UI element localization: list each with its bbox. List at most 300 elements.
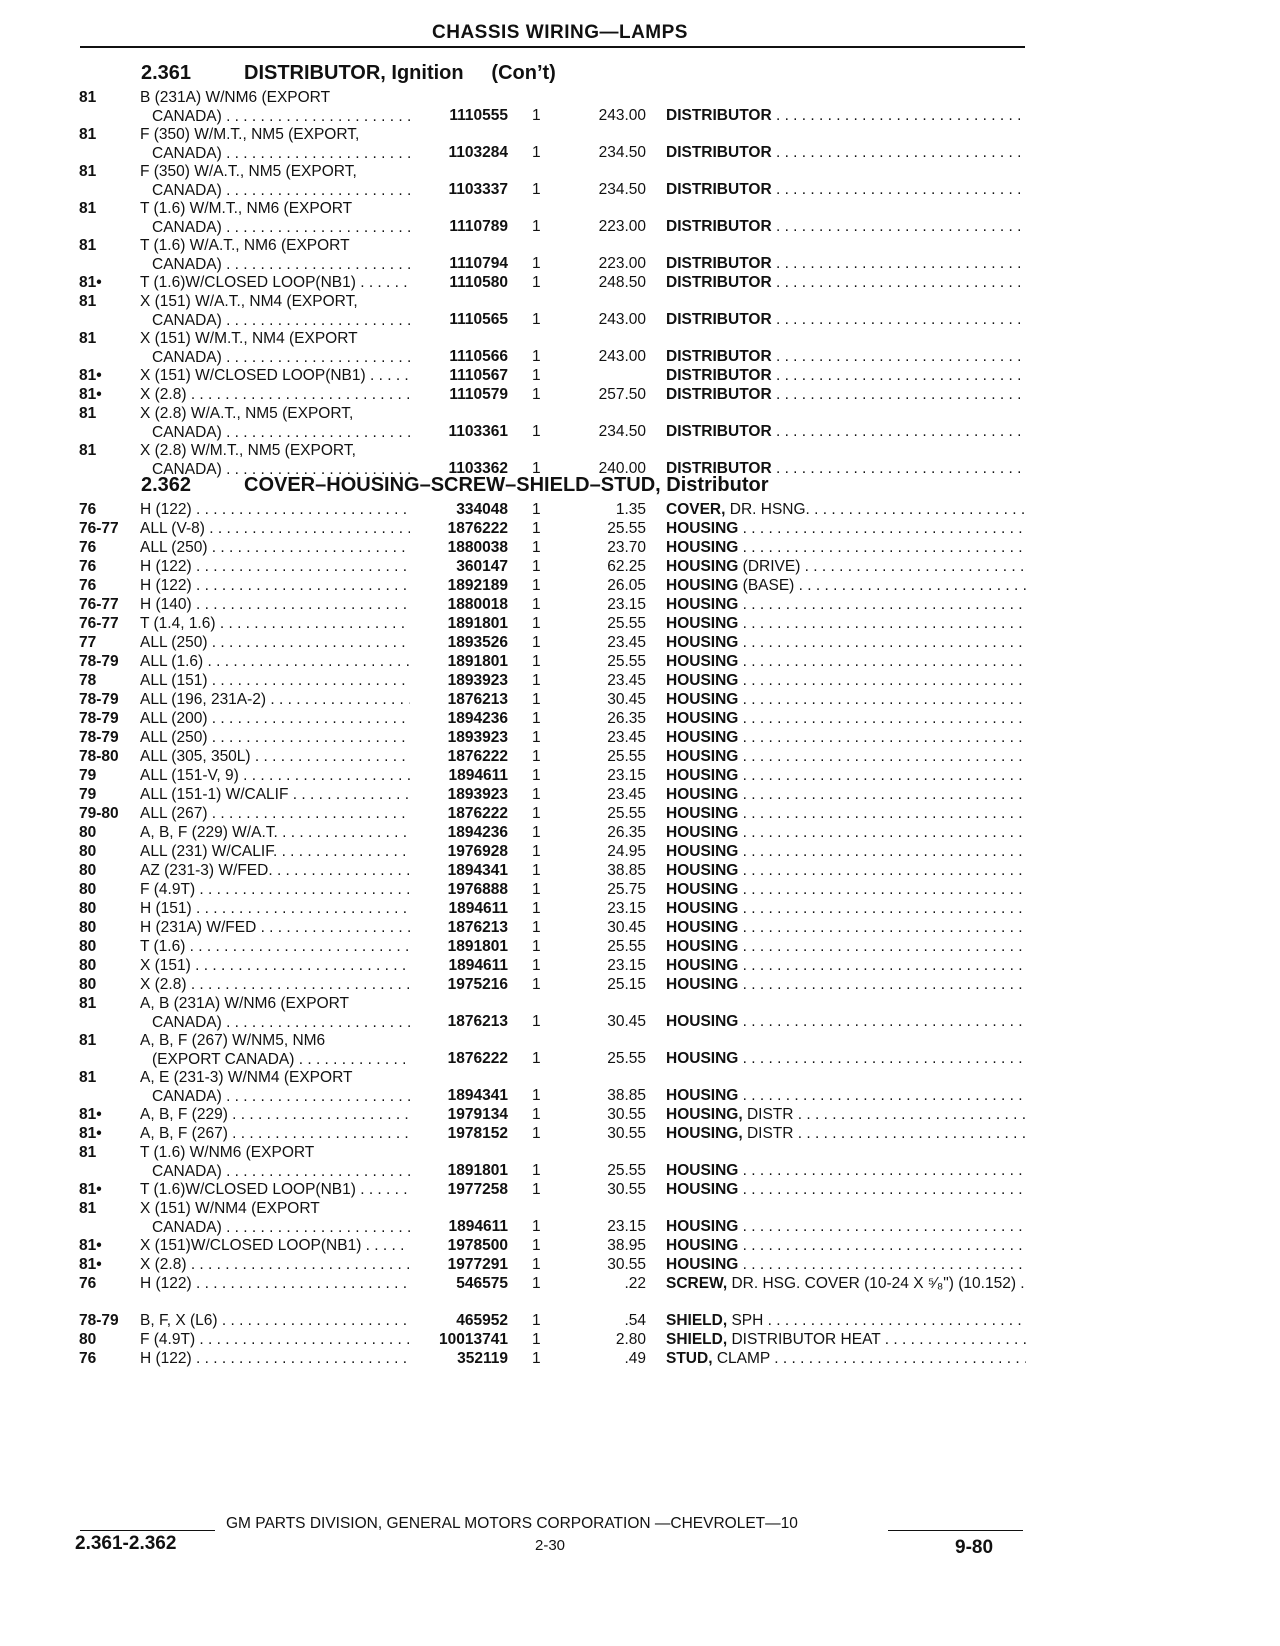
quantity: 1 (532, 1350, 541, 1367)
table-row (0, 728, 1280, 747)
application-description (140, 652, 410, 671)
quantity: 1 (532, 710, 541, 727)
table-row (0, 880, 1280, 899)
description-line: CANADA) (152, 349, 222, 366)
part-name (666, 1274, 1026, 1293)
application-description (140, 519, 410, 538)
model-year: 78-80 (79, 748, 119, 765)
part-name (666, 614, 1026, 633)
part-number: 1894236 (447, 824, 508, 841)
description-line: T (1.6) W/NM6 (EXPORT (140, 1144, 315, 1161)
part-name (666, 918, 1026, 937)
table-row (0, 804, 1280, 823)
application-description (140, 785, 410, 804)
part-name (666, 1124, 1026, 1143)
list-price: 25.55 (607, 938, 646, 955)
part-number: 1894236 (447, 710, 508, 727)
description-line: X (151) (140, 957, 191, 974)
part-name-main: HOUSING (666, 976, 739, 993)
part-name-detail: DISTRIBUTOR HEAT (731, 1331, 881, 1348)
list-price: 1.35 (615, 501, 646, 518)
quantity: 1 (532, 824, 541, 841)
part-name-detail: SPH (731, 1312, 764, 1329)
part-name-main: HOUSING (666, 805, 739, 822)
list-price: 25.55 (607, 653, 646, 670)
leader-dots (770, 1350, 1026, 1367)
description-line: CANADA) (152, 1163, 222, 1180)
application-description (140, 1255, 410, 1274)
table-row (0, 842, 1280, 861)
part-name-main: HOUSING (666, 710, 739, 727)
part-number: 1110565 (449, 311, 508, 328)
part-name (666, 254, 1026, 273)
part-name (666, 576, 1026, 595)
leader-dots (208, 805, 411, 822)
table-row (0, 519, 1280, 538)
model-year: 81 (79, 89, 97, 106)
description-line: B (231A) W/NM6 (EXPORT (140, 89, 331, 106)
leader-dots (743, 1162, 1026, 1179)
description-line: ALL (1.6) (140, 653, 204, 670)
list-price: 38.85 (607, 862, 646, 879)
model-year: 76 (79, 539, 97, 556)
table-row (0, 747, 1280, 766)
description-line: ALL (200) (140, 710, 208, 727)
part-number: 1876213 (447, 691, 508, 708)
leader-dots (743, 900, 1026, 917)
leader-dots (743, 919, 1026, 936)
part-number: 1893923 (447, 786, 508, 803)
leader-dots (743, 634, 1026, 651)
table-row (0, 1105, 1280, 1124)
list-price: 23.45 (607, 729, 646, 746)
list-price: 243.00 (598, 348, 646, 365)
description-line: CANADA) (152, 312, 222, 329)
part-name-main: DISTRIBUTOR (666, 218, 772, 235)
list-price: .22 (624, 1275, 646, 1292)
part-name-main: HOUSING (666, 1013, 739, 1030)
leader-dots (743, 1237, 1026, 1254)
application-description (140, 709, 410, 728)
table-row (0, 956, 1280, 975)
part-name (666, 1049, 1026, 1068)
quantity: 1 (532, 460, 541, 477)
part-number: 1977291 (447, 1256, 508, 1273)
model-year: 81• (79, 1237, 102, 1254)
table-row (0, 1349, 1280, 1368)
quantity: 1 (532, 900, 541, 917)
part-number: 1891801 (447, 938, 508, 955)
leader-dots (743, 805, 1026, 822)
leader-dots (743, 824, 1026, 841)
leader-dots (222, 1219, 410, 1236)
model-year: 81 (79, 200, 97, 217)
section-suffix: (Con’t) (491, 62, 556, 84)
leader-dots (743, 786, 1026, 803)
leader-dots (743, 539, 1026, 556)
quantity: 1 (532, 1125, 541, 1142)
list-price: 30.45 (607, 691, 646, 708)
quantity: 1 (532, 107, 541, 124)
footer-rule-left (80, 1530, 215, 1531)
model-year: 76 (79, 558, 97, 575)
model-year: 78-79 (79, 729, 119, 746)
parts-table-2361 (0, 88, 1280, 478)
description-line: CANADA) (152, 1219, 222, 1236)
list-price: 26.35 (607, 824, 646, 841)
application-description (140, 956, 410, 975)
leader-dots (222, 312, 410, 329)
list-price: 38.95 (607, 1237, 646, 1254)
header-rule (80, 46, 1025, 48)
leader-dots (187, 386, 410, 403)
quantity: 1 (532, 181, 541, 198)
part-number: 1894611 (448, 1218, 508, 1235)
list-price: 25.55 (607, 520, 646, 537)
description-line: (EXPORT CANADA) (152, 1051, 295, 1068)
leader-dots (743, 957, 1026, 974)
list-price: 223.00 (598, 218, 646, 235)
list-price: 23.15 (607, 900, 646, 917)
table-row (0, 199, 1280, 236)
quantity: 1 (532, 843, 541, 860)
model-year: 81 (79, 1200, 97, 1217)
part-name (666, 1180, 1026, 1199)
part-name (666, 709, 1026, 728)
leader-dots (776, 423, 1026, 440)
part-name-main: DISTRIBUTOR (666, 423, 772, 440)
description-line: T (1.6)W/CLOSED LOOP(NB1) . (140, 274, 365, 291)
part-number: 1880018 (447, 596, 508, 613)
table-row (0, 273, 1280, 292)
table-row (0, 366, 1280, 385)
list-price: 25.55 (607, 1162, 646, 1179)
application-description (140, 1311, 410, 1330)
leader-dots (222, 1014, 410, 1031)
application-description (140, 366, 410, 385)
quantity: 1 (532, 1312, 541, 1329)
leader-dots (1016, 1275, 1026, 1292)
quantity: 1 (532, 311, 541, 328)
description-line: CANADA) (152, 182, 222, 199)
description-line: ALL (151) (140, 672, 208, 689)
part-name-main: HOUSING (666, 539, 739, 556)
model-year: 81 (79, 1144, 97, 1161)
part-name (666, 899, 1026, 918)
quantity: 1 (532, 919, 541, 936)
table-row (0, 1124, 1280, 1143)
application-description (140, 671, 410, 690)
part-number: 1978500 (447, 1237, 508, 1254)
part-name (666, 1105, 1026, 1124)
leader-dots (776, 348, 1026, 365)
part-name-main: HOUSING (666, 862, 739, 879)
quantity: 1 (532, 729, 541, 746)
part-name-main: DISTRIBUTOR (666, 367, 772, 384)
part-name (666, 880, 1026, 899)
description-line: CANADA) (152, 256, 222, 273)
part-name-detail: (BASE) (742, 577, 795, 594)
model-year: 81• (79, 1256, 102, 1273)
part-number: 1103284 (448, 144, 508, 161)
description-line: A, E (231-3) W/NM4 (EXPORT (140, 1069, 353, 1086)
part-name-detail: DISTR (746, 1106, 794, 1123)
part-number: 1893923 (447, 672, 508, 689)
description-line: A, B (231A) W/NM6 (EXPORT (140, 995, 350, 1012)
part-name-main: HOUSING (666, 767, 739, 784)
leader-dots (222, 349, 410, 366)
leader-dots (222, 219, 410, 236)
leader-dots (208, 729, 411, 746)
description-line: F (4.9T) (140, 881, 196, 898)
leader-dots (218, 1312, 410, 1329)
description-line: ALL (250) (140, 539, 208, 556)
part-number: 1110789 (449, 218, 508, 235)
description-line: ALL (196, 231A-2) (140, 691, 267, 708)
leader-dots (208, 634, 411, 651)
model-year: 81 (79, 237, 97, 254)
table-row (0, 329, 1280, 366)
quantity: 1 (532, 1013, 541, 1030)
part-number: 1891801 (447, 1162, 508, 1179)
quantity: 1 (532, 144, 541, 161)
leader-dots (800, 558, 1026, 575)
quantity: 1 (532, 1275, 541, 1292)
part-name-detail: DR. HSG. COVER (10-24 X ⁵⁄₈") (10.152) (731, 1275, 1016, 1292)
application-description (140, 576, 410, 595)
part-number: 1979134 (447, 1106, 508, 1123)
description-line: AZ (231-3) W/FED. (140, 862, 273, 879)
application-description (140, 1105, 410, 1124)
description-line: CANADA) (152, 1014, 222, 1031)
part-name (666, 1349, 1026, 1368)
part-name (666, 861, 1026, 880)
application-description (140, 236, 410, 274)
part-number: 1876222 (447, 748, 508, 765)
list-price: 25.55 (607, 748, 646, 765)
model-year: 76 (79, 577, 97, 594)
quantity: 1 (532, 672, 541, 689)
part-number: 352119 (457, 1350, 508, 1367)
leader-dots (256, 919, 410, 936)
quantity: 1 (532, 767, 541, 784)
part-name-main: HOUSING (666, 520, 739, 537)
leader-dots (203, 653, 410, 670)
part-name-main: DISTRIBUTOR (666, 107, 772, 124)
list-price: 30.45 (607, 919, 646, 936)
leader-dots (239, 767, 410, 784)
part-name (666, 1255, 1026, 1274)
part-name-main: STUD, (666, 1350, 713, 1367)
parts-table-2362 (0, 500, 1280, 1368)
part-name-detail: DR. HSNG. (729, 501, 810, 518)
quantity: 1 (532, 1237, 541, 1254)
model-year: 81 (79, 442, 97, 459)
part-number: 1894611 (448, 957, 508, 974)
part-name (666, 217, 1026, 236)
part-name (666, 1311, 1026, 1330)
section-title: DISTRIBUTOR, Ignition (Con’t) (244, 62, 556, 84)
table-row (0, 994, 1280, 1031)
part-name-main: SHIELD, (666, 1312, 728, 1329)
table-row (0, 1180, 1280, 1199)
list-price: 26.05 (607, 577, 646, 594)
leader-dots (216, 615, 410, 632)
leader-dots (743, 881, 1026, 898)
part-name-main: COVER, (666, 501, 726, 518)
list-price: 23.70 (607, 539, 646, 556)
part-name-main: HOUSING (666, 672, 739, 689)
part-number: 1894611 (448, 900, 508, 917)
leader-dots (192, 501, 410, 518)
leader-dots (361, 1237, 410, 1254)
part-name (666, 747, 1026, 766)
application-description (140, 690, 410, 709)
part-name-main: HOUSING (666, 558, 739, 575)
part-name (666, 956, 1026, 975)
description-line: X (2.8) (140, 1256, 187, 1273)
description-line: A, B, F (229) (140, 1106, 228, 1123)
quantity: 1 (532, 255, 541, 272)
table-row (0, 88, 1280, 125)
description-line: CANADA) (152, 461, 222, 478)
list-price: 257.50 (598, 386, 646, 403)
leader-dots (743, 862, 1026, 879)
table-row (0, 614, 1280, 633)
description-line: H (122) (140, 577, 192, 594)
model-year: 79 (79, 786, 97, 803)
page-header-title: CHASSIS WIRING—LAMPS (432, 22, 688, 43)
part-number: 334048 (456, 501, 508, 518)
description-line: X (2.8) W/M.T., NM5 (EXPORT, (140, 442, 356, 459)
description-line: F (350) W/A.T., NM5 (EXPORT, (140, 163, 357, 180)
table-row (0, 1199, 1280, 1236)
part-number: 1976888 (447, 881, 508, 898)
quantity: 1 (532, 1106, 541, 1123)
list-price: 30.55 (607, 1181, 646, 1198)
table-row (0, 162, 1280, 199)
part-number: 1110579 (449, 386, 508, 403)
part-name-main: HOUSING (666, 577, 739, 594)
section-number: 2.361 (141, 62, 192, 84)
list-price: 240.00 (598, 460, 646, 477)
model-year: 80 (79, 881, 97, 898)
leader-dots (365, 274, 410, 291)
part-number: 1110567 (449, 367, 508, 384)
part-name (666, 180, 1026, 199)
list-price: 243.00 (598, 311, 646, 328)
part-name (666, 1330, 1026, 1349)
part-number: 1103362 (448, 460, 508, 477)
list-price: 243.00 (598, 107, 646, 124)
description-line: X (151) W/CLOSED LOOP(NB1) (140, 367, 366, 384)
description-line: H (140) (140, 596, 192, 613)
part-number: 1876222 (447, 1050, 508, 1067)
application-description (140, 404, 410, 442)
quantity: 1 (532, 1050, 541, 1067)
leader-dots (743, 729, 1026, 746)
part-name-main: HOUSING (666, 1181, 739, 1198)
description-line: ALL (267) (140, 805, 208, 822)
application-description (140, 1031, 410, 1069)
part-name-main: HOUSING (666, 634, 739, 651)
part-number: 1880038 (447, 539, 508, 556)
quantity: 1 (532, 1256, 541, 1273)
list-price: 26.35 (607, 710, 646, 727)
quantity: 1 (532, 615, 541, 632)
description-line: CANADA) (152, 1088, 222, 1105)
leader-dots (880, 1331, 1026, 1348)
table-row (0, 500, 1280, 519)
part-number: 1891801 (447, 615, 508, 632)
part-name (666, 633, 1026, 652)
list-price: 24.95 (607, 843, 646, 860)
leader-dots (266, 691, 410, 708)
footer-publisher: GM PARTS DIVISION, GENERAL MOTORS CORPORATION —CHEVROLET—10 (226, 1515, 798, 1532)
description-line: X (151) W/A.T., NM4 (EXPORT, (140, 293, 358, 310)
leader-dots (743, 1013, 1026, 1030)
part-name-main: DISTRIBUTOR (666, 348, 772, 365)
leader-dots (743, 653, 1026, 670)
part-name (666, 785, 1026, 804)
part-name-detail: DISTR (746, 1125, 794, 1142)
quantity: 1 (532, 748, 541, 765)
part-name-main: DISTRIBUTOR (666, 386, 772, 403)
part-name (666, 106, 1026, 125)
description-line: A, B, F (267) (140, 1125, 228, 1142)
description-line: T (1.4, 1.6) (140, 615, 216, 632)
part-name (666, 1236, 1026, 1255)
application-description (140, 766, 410, 785)
leader-dots (192, 1350, 410, 1367)
leader-dots (743, 1050, 1026, 1067)
list-price: 23.15 (607, 1218, 646, 1235)
part-name (666, 347, 1026, 366)
application-description (140, 975, 410, 994)
list-price: 23.15 (607, 957, 646, 974)
quantity: 1 (532, 539, 541, 556)
model-year: 81 (79, 1069, 97, 1086)
part-name (666, 823, 1026, 842)
table-row (0, 538, 1280, 557)
leader-dots (208, 672, 411, 689)
leader-dots (743, 596, 1026, 613)
description-line: A, B, F (229) W/A.T. (140, 824, 278, 841)
model-year: 78-79 (79, 710, 119, 727)
quantity: 1 (532, 805, 541, 822)
application-description (140, 804, 410, 823)
table-row (0, 576, 1280, 595)
table-row (0, 709, 1280, 728)
quantity: 1 (532, 386, 541, 403)
list-price: 30.55 (607, 1106, 646, 1123)
list-price: .54 (624, 1312, 646, 1329)
part-number: 1110794 (449, 255, 508, 272)
part-name-main: HOUSING (666, 881, 739, 898)
list-price: 62.25 (607, 558, 646, 575)
part-number: 1110580 (449, 274, 508, 291)
table-row (0, 823, 1280, 842)
model-year: 76-77 (79, 520, 119, 537)
application-description (140, 633, 410, 652)
leader-dots (208, 539, 411, 556)
leader-dots (776, 460, 1026, 477)
table-row (0, 1255, 1280, 1274)
part-name-main: HOUSING (666, 691, 739, 708)
application-description (140, 1236, 410, 1255)
list-price: 30.55 (607, 1125, 646, 1142)
leader-dots (743, 1087, 1026, 1104)
